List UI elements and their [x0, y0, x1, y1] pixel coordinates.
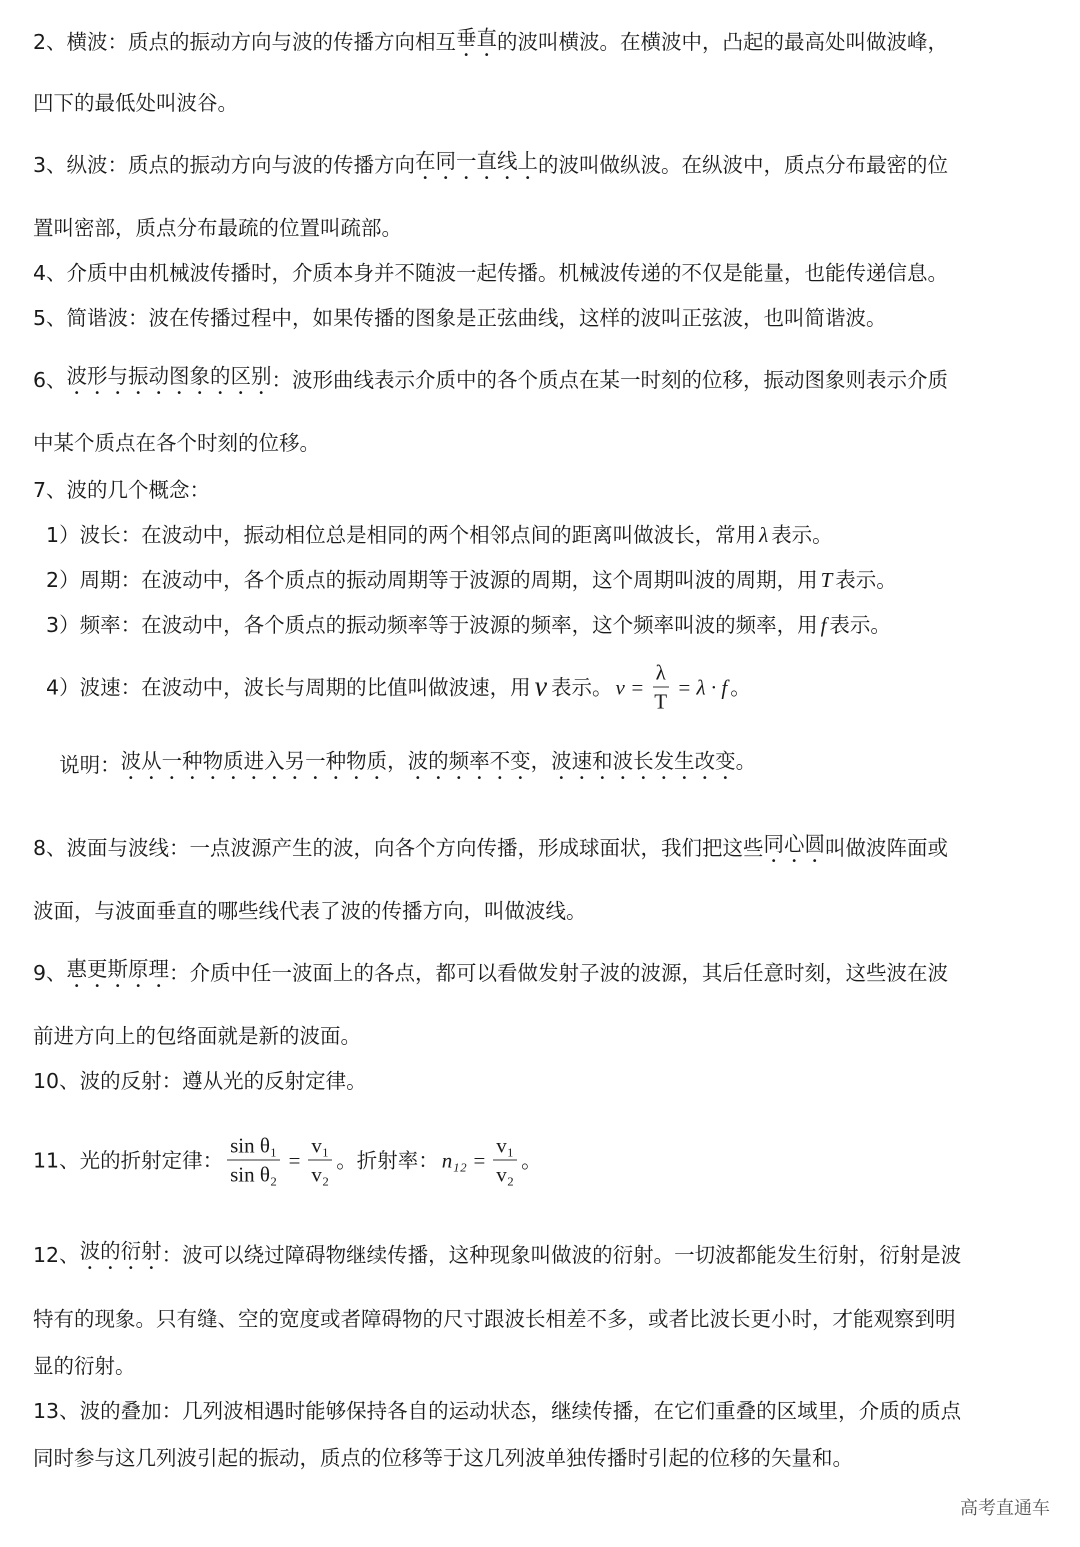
text-segment: 表示。	[829, 613, 891, 637]
text-line	[33, 428, 320, 458]
denominator: v₂	[496, 1162, 515, 1187]
text-segment: 2、横波：质点的振动方向与波的传播方向相互	[33, 30, 457, 54]
emphasized-text: 波从一种物质进入另一种物质，波的频率不变，波速和波长发生改变。	[120, 749, 757, 773]
text-segment: 中某个质点在各个时刻的位移。	[33, 431, 320, 455]
text-segment: 同时参与这几列波引起的振动，质点的位移等于这几列波单独传播时引起的位移的矢量和。	[33, 1446, 853, 1470]
text-segment: 表示。	[835, 568, 897, 592]
emphasized-text: 波的衍射	[79, 1239, 162, 1263]
text-line	[33, 829, 948, 867]
text-segment: 凹下的最低处叫波谷。	[33, 91, 238, 115]
math-symbol: f	[820, 613, 827, 637]
text-segment: 。	[521, 1148, 542, 1172]
text-line	[33, 258, 948, 288]
text-line	[33, 1021, 361, 1051]
text-segment: 波面，与波面垂直的哪些线代表了波的传播方向，叫做波线。	[33, 899, 587, 923]
text-segment: 表示。	[551, 675, 613, 699]
math-symbol: v	[534, 671, 548, 702]
text-segment: 9、	[33, 961, 67, 985]
text-segment: 7、波的几个概念：	[33, 478, 211, 502]
denominator: sin θ₂	[230, 1162, 278, 1187]
emphasized-text: 同心圆	[763, 832, 826, 856]
text-segment: 4）波速：在波动中，波长与周期的比值叫做波速，用	[33, 675, 531, 699]
emphasized-text: 在同一直线上	[415, 149, 539, 173]
text-segment: ：波形曲线表示介质中的各个质点在某一时刻的位移，振动图象则表示介质	[271, 368, 949, 392]
text-segment: 显的衍射。	[33, 1354, 136, 1378]
text-segment: 10、波的反射：遵从光的反射定律。	[33, 1069, 367, 1093]
text-segment: 8、波面与波线：一点波源产生的波，向各个方向传播，形成球面状，我们把这些	[33, 836, 764, 860]
text-line	[33, 213, 402, 243]
text-line	[33, 896, 587, 926]
math-symbol: v =	[615, 675, 645, 699]
text-segment: 13、波的叠加：几列波相遇时能够保持各自的运动状态，继续传播，在它们重叠的区域里，介质的质点	[33, 1399, 962, 1423]
text-line	[33, 1443, 853, 1473]
text-segment: 12、	[33, 1243, 80, 1267]
text-line	[33, 1351, 136, 1381]
text-line	[33, 1236, 961, 1274]
text-segment: 。折射率：	[336, 1148, 439, 1172]
fraction	[493, 1132, 517, 1189]
numerator: sin θ₁	[227, 1132, 280, 1161]
text-line	[33, 1304, 956, 1334]
text-line	[33, 361, 948, 399]
text-segment: 前进方向上的包络面就是新的波面。	[33, 1024, 361, 1048]
text-segment: ：波可以绕过障碍物继续传播，这种现象叫做波的衍射。一切波都能发生衍射，衍射是波	[161, 1243, 962, 1267]
math-symbol: n₁₂ =	[441, 1148, 487, 1172]
emphasized-text: 垂直	[456, 26, 498, 50]
numerator: v₁	[493, 1132, 517, 1161]
numerator: v₁	[308, 1132, 332, 1161]
text-segment: 表示。	[771, 523, 833, 547]
text-segment: 11、光的折射定律：	[33, 1148, 224, 1172]
math-symbol: = λ · f	[677, 675, 728, 699]
text-segment: 3、纵波：质点的振动方向与波的传播方向	[33, 153, 416, 177]
text-segment: 叫做波阵面或	[825, 836, 949, 860]
text-line	[33, 303, 887, 333]
text-line	[33, 88, 238, 118]
text-segment: 说明：	[33, 753, 121, 777]
text-line	[33, 659, 751, 716]
text-line	[33, 954, 948, 992]
text-segment: 6、	[33, 368, 67, 392]
text-segment: 。	[730, 675, 751, 699]
text-segment: 置叫密部，质点分布最疏的位置叫疏部。	[33, 216, 402, 240]
text-segment: 2）周期：在波动中，各个质点的振动周期等于波源的周期，这个周期叫波的周期，用	[33, 568, 818, 592]
emphasized-text: 波形与振动图象的区别	[66, 364, 272, 388]
text-line	[33, 23, 948, 61]
text-segment: 3）频率：在波动中，各个质点的振动频率等于波源的频率，这个频率叫波的频率，用	[33, 613, 818, 637]
fraction	[308, 1132, 332, 1189]
text-segment: 5、简谐波：波在传播过程中，如果传播的图象是正弦曲线，这样的波叫正弦波，也叫简谐波。	[33, 306, 887, 330]
emphasized-text: 惠更斯原理	[66, 957, 170, 981]
text-segment: 特有的现象。只有缝、空的宽度或者障碍物的尺寸跟波长相差不多，或者比波长更小时，才能观察到明	[33, 1307, 956, 1331]
numerator: λ	[653, 659, 669, 688]
math-symbol: =	[287, 1148, 302, 1172]
text-segment: 的波叫横波。在横波中，凸起的最高处叫做波峰，	[497, 30, 949, 54]
text-line	[33, 1066, 367, 1096]
text-line	[33, 475, 210, 505]
text-line	[33, 1132, 542, 1189]
fraction	[651, 659, 670, 716]
text-segment: 4、介质中由机械波传播时，介质本身并不随波一起传播。机械波传递的不仅是能量，也能传递信息。	[33, 261, 949, 285]
fraction	[227, 1132, 280, 1189]
math-symbol: λ	[759, 523, 769, 547]
math-symbol: T	[820, 568, 833, 592]
text-line	[33, 565, 897, 595]
text-segment: ：介质中任一波面上的各点，都可以看做发射子波的波源，其后任意时刻，这些波在波	[169, 961, 949, 985]
text-segment: 1）波长：在波动中，振动相位总是相同的两个相邻点间的距离叫做波长，常用	[33, 523, 757, 547]
watermark-source: 高考直通车	[960, 1498, 1050, 1519]
text-line	[33, 146, 948, 184]
text-line	[33, 520, 833, 550]
text-line	[33, 610, 891, 640]
denominator: v₂	[311, 1162, 330, 1187]
denominator: T	[654, 689, 668, 714]
text-line	[33, 1396, 961, 1426]
text-line	[33, 746, 756, 784]
text-segment: 的波叫做纵波。在纵波中，质点分布最密的位	[538, 153, 949, 177]
